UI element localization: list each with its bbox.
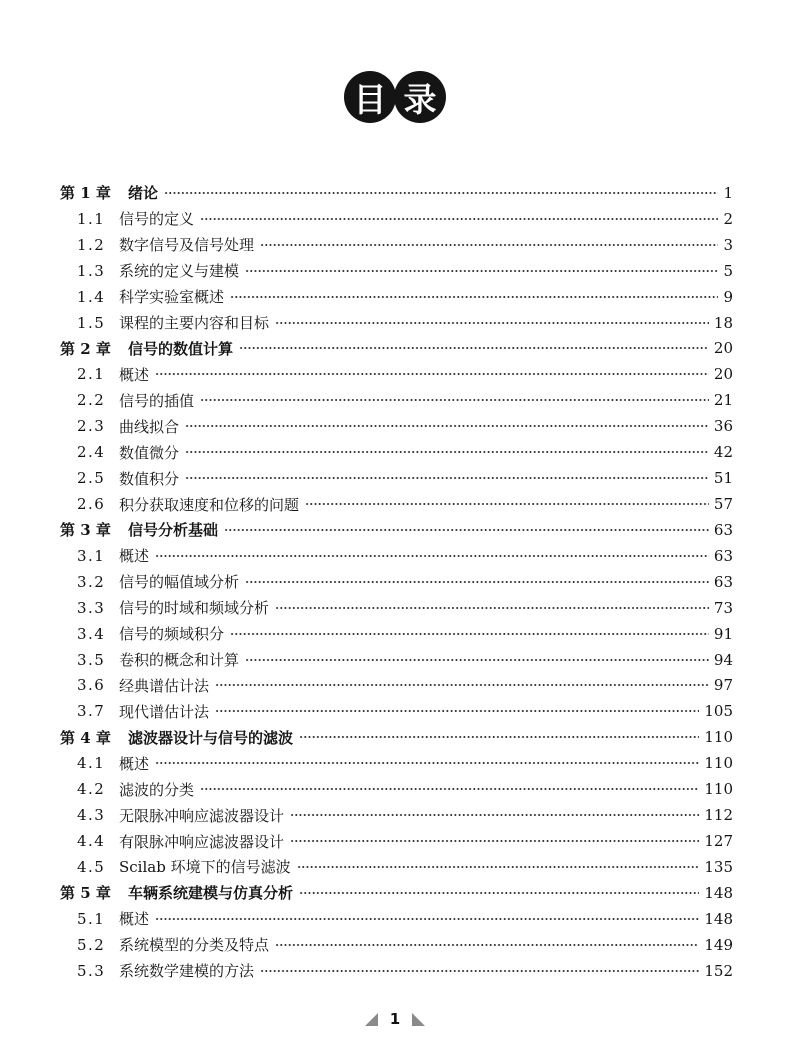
page-title bbox=[0, 71, 790, 123]
dot-leader bbox=[299, 889, 699, 897]
page-footer bbox=[0, 1010, 790, 1028]
entry-title: Scilab 环境下的信号滤波 bbox=[119, 858, 291, 877]
page-number: 63 bbox=[713, 520, 733, 539]
page-number: 9 bbox=[723, 287, 733, 306]
page-number: 1 bbox=[723, 183, 733, 202]
dot-leader bbox=[155, 552, 709, 560]
toc-section-entry bbox=[60, 543, 733, 569]
entry-title: 滤波器设计与信号的滤波 bbox=[128, 728, 294, 747]
section-number: 4.1 bbox=[77, 754, 106, 773]
page-number: 110 bbox=[704, 754, 733, 773]
toc-section-entry bbox=[60, 284, 733, 310]
toc-section-entry bbox=[60, 491, 733, 517]
entry-title: 车辆系统建模与仿真分析 bbox=[128, 884, 294, 903]
dot-leader bbox=[185, 448, 709, 456]
entry-title: 信号的数值计算 bbox=[128, 339, 234, 358]
dot-leader bbox=[245, 578, 709, 586]
entry-title: 信号的幅值域分析 bbox=[119, 573, 240, 592]
entry-title: 数值积分 bbox=[119, 469, 180, 488]
section-number: 1.1 bbox=[77, 209, 106, 228]
dot-leader bbox=[155, 915, 699, 923]
section-number: 3.5 bbox=[77, 650, 106, 669]
toc-section-entry bbox=[60, 698, 733, 724]
toc-section-entry bbox=[60, 232, 733, 258]
dot-leader bbox=[245, 656, 709, 664]
dot-leader bbox=[185, 422, 709, 430]
entry-title: 卷积的概念和计算 bbox=[119, 651, 240, 670]
page-number: 105 bbox=[704, 702, 733, 721]
toc-section-entry bbox=[60, 439, 733, 465]
entry-title: 现代谱估计法 bbox=[119, 702, 210, 721]
entry-title: 科学实验室概述 bbox=[119, 288, 225, 307]
page-number: 57 bbox=[713, 495, 733, 514]
left-triangle-icon bbox=[365, 1013, 378, 1026]
page-number: 91 bbox=[713, 624, 733, 643]
dot-leader bbox=[297, 863, 700, 871]
dot-leader bbox=[299, 733, 699, 741]
section-number: 1.4 bbox=[77, 287, 106, 306]
entry-title: 无限脉冲响应滤波器设计 bbox=[119, 806, 285, 825]
page-number: 36 bbox=[713, 417, 733, 436]
toc-chapter-entry bbox=[60, 880, 733, 906]
page-number: 135 bbox=[704, 857, 733, 876]
page-number: 20 bbox=[713, 339, 733, 358]
page-number: 97 bbox=[713, 676, 733, 695]
entry-title: 滤波的分类 bbox=[119, 780, 195, 799]
toc-section-entry bbox=[60, 595, 733, 621]
toc-section-entry bbox=[60, 569, 733, 595]
toc-section-entry bbox=[60, 413, 733, 439]
section-number: 3.3 bbox=[77, 598, 106, 617]
entry-title: 信号的时域和频域分析 bbox=[119, 599, 270, 618]
title-char-circle: 目 bbox=[344, 71, 396, 123]
dot-leader bbox=[155, 370, 709, 378]
entry-title: 概述 bbox=[119, 910, 150, 929]
section-number: 5.3 bbox=[77, 961, 106, 980]
page-number: 20 bbox=[713, 365, 733, 384]
section-number: 4.2 bbox=[77, 780, 106, 799]
dot-leader bbox=[230, 630, 709, 638]
dot-leader bbox=[275, 604, 709, 612]
dot-leader bbox=[200, 785, 699, 793]
dot-leader bbox=[224, 526, 709, 534]
toc-chapter-entry bbox=[60, 180, 733, 206]
toc-section-entry bbox=[60, 750, 733, 776]
dot-leader bbox=[275, 319, 709, 327]
page-number: 110 bbox=[704, 728, 733, 747]
page-number: 148 bbox=[704, 883, 733, 902]
section-number: 3.1 bbox=[77, 546, 106, 565]
entry-title: 系统数学建模的方法 bbox=[119, 962, 255, 981]
toc-section-entry bbox=[60, 776, 733, 802]
entry-title: 信号分析基础 bbox=[128, 521, 219, 540]
toc-section-entry bbox=[60, 258, 733, 284]
page-number: 18 bbox=[713, 313, 733, 332]
section-number: 5.2 bbox=[77, 935, 106, 954]
toc-section-entry bbox=[60, 310, 733, 336]
toc-chapter-entry bbox=[60, 336, 733, 362]
section-number: 4.5 bbox=[77, 857, 106, 876]
page-number: 42 bbox=[713, 443, 733, 462]
dot-leader bbox=[185, 474, 709, 482]
toc-section-entry bbox=[60, 621, 733, 647]
section-number: 2.3 bbox=[77, 417, 106, 436]
chapter-label: 第 1 章 bbox=[60, 184, 111, 203]
dot-leader bbox=[200, 215, 718, 223]
dot-leader bbox=[155, 759, 699, 767]
toc-chapter-entry bbox=[60, 517, 733, 543]
dot-leader bbox=[290, 811, 699, 819]
toc-section-entry bbox=[60, 802, 733, 828]
footer-page-number: 1 bbox=[389, 1010, 401, 1028]
section-number: 2.4 bbox=[77, 443, 106, 462]
title-char-circle: 录 bbox=[394, 71, 446, 123]
toc-section-entry bbox=[60, 932, 733, 958]
table-of-contents bbox=[60, 180, 733, 984]
toc-section-entry bbox=[60, 206, 733, 232]
toc-section-entry bbox=[60, 958, 733, 984]
dot-leader bbox=[290, 837, 699, 845]
toc-chapter-entry bbox=[60, 724, 733, 750]
dot-leader bbox=[245, 267, 718, 275]
page-number: 5 bbox=[723, 261, 733, 280]
page-number: 2 bbox=[723, 209, 733, 228]
dot-leader bbox=[239, 344, 709, 352]
toc-section-entry bbox=[60, 465, 733, 491]
section-number: 4.3 bbox=[77, 806, 106, 825]
section-number: 5.1 bbox=[77, 909, 106, 928]
toc-section-entry bbox=[60, 673, 733, 699]
entry-title: 概述 bbox=[119, 754, 150, 773]
dot-leader bbox=[275, 941, 699, 949]
dot-leader bbox=[200, 396, 709, 404]
entry-title: 信号的频域积分 bbox=[119, 625, 225, 644]
entry-title: 系统的定义与建模 bbox=[119, 262, 240, 281]
toc-section-entry bbox=[60, 854, 733, 880]
entry-title: 绪论 bbox=[128, 184, 159, 203]
section-number: 1.2 bbox=[77, 235, 106, 254]
page-number: 127 bbox=[704, 832, 733, 850]
section-number: 3.7 bbox=[77, 702, 106, 721]
entry-title: 信号的定义 bbox=[119, 210, 195, 229]
dot-leader bbox=[305, 500, 709, 508]
entry-title: 曲线拟合 bbox=[119, 417, 180, 436]
dot-leader bbox=[215, 707, 699, 715]
entry-title: 积分获取速度和位移的问题 bbox=[119, 495, 300, 514]
section-number: 1.3 bbox=[77, 261, 106, 280]
dot-leader bbox=[215, 681, 709, 689]
section-number: 3.2 bbox=[77, 572, 106, 591]
entry-title: 概述 bbox=[119, 547, 150, 566]
toc-section-entry bbox=[60, 647, 733, 673]
chapter-label: 第 4 章 bbox=[60, 728, 111, 747]
page-number: 110 bbox=[704, 780, 733, 799]
dot-leader bbox=[260, 241, 718, 249]
section-number: 2.2 bbox=[77, 391, 106, 410]
page-number: 3 bbox=[723, 235, 733, 254]
page-number: 149 bbox=[704, 935, 733, 954]
entry-title: 数字信号及信号处理 bbox=[119, 236, 255, 255]
page-number: 21 bbox=[713, 391, 733, 410]
page-number: 51 bbox=[713, 469, 733, 488]
section-number: 4.4 bbox=[77, 832, 106, 850]
entry-title: 概述 bbox=[119, 365, 150, 384]
dot-leader bbox=[164, 189, 718, 197]
page-number: 63 bbox=[713, 546, 733, 565]
section-number: 3.6 bbox=[77, 676, 106, 695]
toc-section-entry bbox=[60, 361, 733, 387]
chapter-label: 第 5 章 bbox=[60, 884, 111, 903]
entry-title: 经典谱估计法 bbox=[119, 676, 210, 695]
page-number: 152 bbox=[704, 961, 733, 980]
entry-title: 数值微分 bbox=[119, 443, 180, 462]
page-number: 148 bbox=[704, 909, 733, 928]
section-number: 2.6 bbox=[77, 495, 106, 514]
section-number: 2.5 bbox=[77, 469, 106, 488]
entry-title: 系统模型的分类及特点 bbox=[119, 936, 270, 955]
entry-title: 课程的主要内容和目标 bbox=[119, 314, 270, 333]
dot-leader bbox=[260, 967, 699, 975]
section-number: 2.1 bbox=[77, 365, 106, 384]
toc-section-entry bbox=[60, 906, 733, 932]
entry-title: 有限脉冲响应滤波器设计 bbox=[119, 832, 285, 851]
page-number: 63 bbox=[713, 572, 733, 591]
page-number: 73 bbox=[713, 598, 733, 617]
dot-leader bbox=[230, 293, 718, 301]
toc-section-entry bbox=[60, 387, 733, 413]
section-number: 3.4 bbox=[77, 624, 106, 643]
page-number: 112 bbox=[704, 806, 733, 825]
entry-title: 信号的插值 bbox=[119, 391, 195, 410]
right-triangle-icon bbox=[412, 1013, 425, 1026]
chapter-label: 第 3 章 bbox=[60, 521, 111, 540]
chapter-label: 第 2 章 bbox=[60, 339, 111, 358]
page-number: 94 bbox=[713, 650, 733, 669]
section-number: 1.5 bbox=[77, 313, 106, 332]
toc-section-entry bbox=[60, 828, 733, 854]
